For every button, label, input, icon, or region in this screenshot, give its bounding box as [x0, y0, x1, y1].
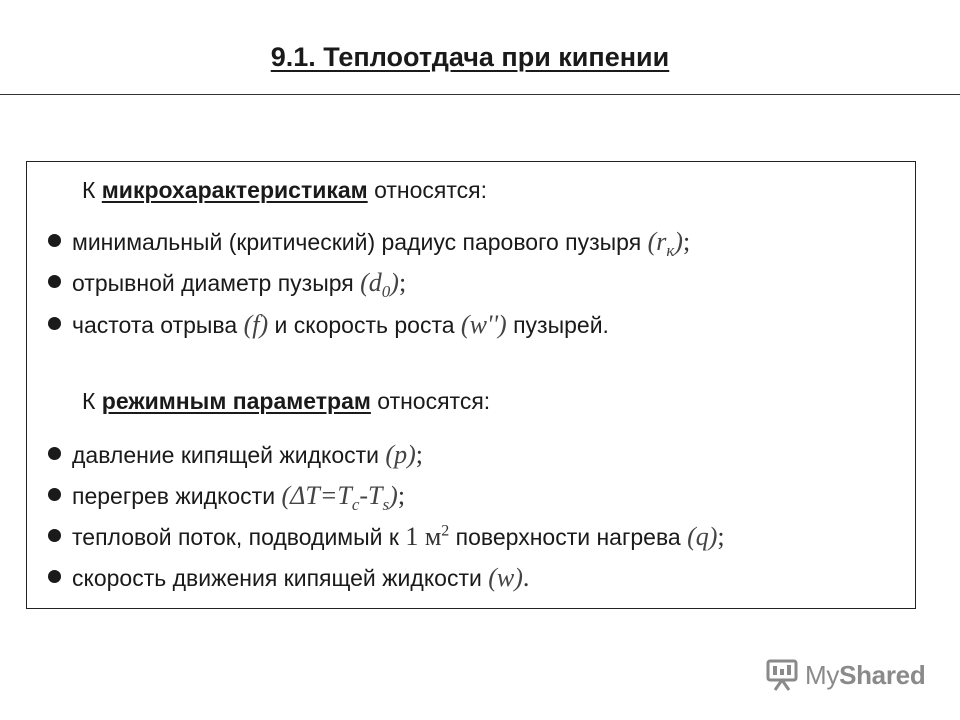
list-item: давление кипящей жидкости (p); — [48, 440, 423, 470]
formula: $(r_к)$ — [647, 227, 683, 261]
title-divider — [0, 94, 960, 95]
list-item: тепловой поток, подводимый к 1 $м^2$ поверхности нагрева (q); — [48, 522, 725, 552]
section-heading-micro: К микрохарактеристикам относятся: — [82, 177, 487, 203]
list-item: скорость движения кипящей жидкости (w). — [48, 563, 529, 593]
bullet-icon — [48, 317, 61, 330]
bullet-icon — [48, 447, 61, 460]
heading-emphasis: микрохарактеристикам — [101, 177, 368, 203]
brand-watermark — [765, 655, 925, 695]
formula: (p) — [385, 440, 416, 469]
bullet-icon — [48, 570, 61, 583]
formula: $(\Delta T=T_c-T_s)$ — [281, 481, 398, 515]
section-heading-regime: К режимным параметрам относятся: — [82, 388, 491, 414]
heading-emphasis: режимным параметрам — [101, 388, 371, 414]
list-item: минимальный (критический) радиус парового пузыря $(r_к)$; — [48, 227, 690, 261]
unit-formula: 1 $м^2$ — [405, 522, 450, 551]
bullet-icon — [48, 488, 61, 501]
list-item: перегрев жидкости $(\Delta T=T_c-T_s)$; — [48, 481, 405, 515]
bullet-icon — [48, 234, 61, 247]
formula: (w'') — [460, 310, 507, 339]
formula: (w) — [488, 563, 523, 592]
bullet-icon — [48, 275, 61, 288]
page-title: 9.1. Теплоотдача при кипении — [270, 42, 670, 72]
brand-name: MyShared — [805, 659, 926, 690]
presentation-board-icon — [765, 658, 799, 692]
formula: (f) — [243, 310, 269, 339]
bullet-icon — [48, 529, 61, 542]
formula: $(d_0)$ — [360, 268, 399, 302]
formula: (q) — [687, 522, 718, 551]
list-item: отрывной диаметр пузыря $(d_0)$; — [48, 268, 406, 302]
list-item: частота отрыва (f) и скорость роста (w'') пузырей. — [48, 310, 609, 340]
